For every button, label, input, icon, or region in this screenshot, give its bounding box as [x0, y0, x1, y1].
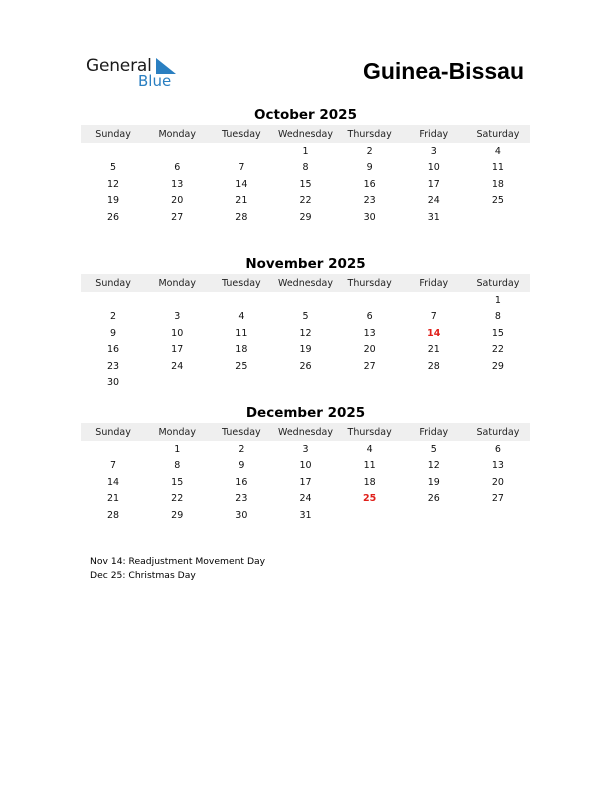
day-cell: 1: [174, 443, 181, 455]
day-cell: 10: [171, 327, 184, 339]
week-row: [81, 458, 530, 475]
day-cell: 29: [491, 360, 504, 372]
week-row: [81, 325, 530, 342]
day-cell: 26: [427, 493, 440, 505]
day-cell: 11: [235, 327, 248, 339]
weekday-header: Thursday: [347, 277, 392, 289]
weekday-header: Sunday: [95, 426, 131, 438]
day-cell: 30: [107, 377, 120, 389]
weekday-header: Friday: [419, 426, 449, 438]
weekday-header: Monday: [158, 128, 196, 140]
weekday-header: Monday: [158, 426, 196, 438]
weekday-header: Saturday: [476, 426, 520, 438]
holiday-day-cell: 14: [427, 327, 441, 339]
day-cell: 1: [494, 294, 501, 306]
day-cell: 15: [491, 327, 504, 339]
month-title: November 2025: [245, 256, 366, 272]
day-cell: 20: [363, 344, 376, 356]
day-cell: 10: [427, 162, 440, 174]
week-row: [81, 209, 530, 226]
day-cell: 31: [427, 211, 440, 223]
week-row: [81, 143, 530, 160]
day-cell: 20: [171, 195, 184, 207]
day-cell: 6: [174, 162, 181, 174]
day-cell: 18: [235, 344, 248, 356]
week-row: [81, 491, 530, 508]
week-row: [81, 176, 530, 193]
day-cell: 14: [235, 178, 248, 190]
day-cell: 6: [366, 311, 373, 323]
weekday-header: Wednesday: [277, 277, 333, 289]
week-row: [81, 309, 530, 326]
day-cell: 21: [235, 195, 248, 207]
day-cell: 9: [238, 460, 245, 472]
day-cell: 23: [363, 195, 376, 207]
weekday-header: Friday: [419, 277, 449, 289]
day-cell: 9: [110, 327, 117, 339]
day-cell: 27: [171, 211, 184, 223]
weekday-header: Tuesday: [222, 277, 261, 289]
week-row: [81, 375, 530, 392]
weekday-header: Saturday: [476, 277, 520, 289]
weekday-header: Sunday: [95, 277, 131, 289]
month-title: December 2025: [245, 405, 366, 421]
weekday-header: Friday: [419, 128, 449, 140]
day-cell: 19: [107, 195, 120, 207]
day-cell: 29: [299, 211, 312, 223]
day-cell: 15: [299, 178, 312, 190]
weekday-header: Thursday: [347, 426, 392, 438]
day-cell: 31: [299, 509, 312, 521]
logo: [86, 56, 186, 92]
day-cell: 9: [366, 162, 373, 174]
day-cell: 27: [491, 493, 504, 505]
day-cell: 4: [238, 311, 245, 323]
day-cell: 21: [107, 493, 120, 505]
day-cell: 2: [238, 443, 245, 455]
holiday-note: Dec 25: Christmas Day: [90, 570, 196, 581]
day-cell: 8: [174, 460, 181, 472]
day-cell: 7: [238, 162, 245, 174]
country-title: Guinea-Bissau: [362, 58, 524, 84]
month-calendar-december: [81, 404, 530, 524]
week-row: [81, 507, 530, 524]
day-cell: 18: [363, 476, 376, 488]
day-cell: 22: [299, 195, 312, 207]
day-cell: 8: [494, 311, 501, 323]
day-cell: 7: [430, 311, 437, 323]
day-cell: 30: [363, 211, 376, 223]
week-row: [81, 441, 530, 458]
week-row: [81, 193, 530, 210]
day-cell: 5: [430, 443, 437, 455]
week-row: [81, 160, 530, 177]
day-cell: 30: [235, 509, 248, 521]
day-cell: 21: [427, 344, 440, 356]
day-cell: 1: [302, 145, 309, 157]
day-cell: 3: [302, 443, 309, 455]
day-cell: 11: [363, 460, 376, 472]
week-row: [81, 342, 530, 359]
logo-blue-text: Blue: [138, 72, 172, 90]
day-cell: 15: [171, 476, 184, 488]
day-cell: 23: [235, 493, 248, 505]
day-cell: 28: [235, 211, 248, 223]
weekday-header: Sunday: [95, 128, 131, 140]
day-cell: 11: [491, 162, 504, 174]
day-cell: 10: [299, 460, 312, 472]
week-row: [81, 358, 530, 375]
day-cell: 26: [299, 360, 312, 372]
day-cell: 27: [363, 360, 376, 372]
day-cell: 7: [110, 460, 117, 472]
day-cell: 16: [363, 178, 376, 190]
day-cell: 29: [171, 509, 184, 521]
weekday-header-row: [81, 125, 530, 143]
day-cell: 24: [171, 360, 184, 372]
day-cell: 6: [494, 443, 501, 455]
weekday-header: Wednesday: [277, 128, 333, 140]
weekday-header-row: [81, 423, 530, 441]
day-cell: 13: [491, 460, 504, 472]
month-calendar-october: [81, 106, 530, 226]
day-cell: 17: [427, 178, 440, 190]
day-cell: 12: [299, 327, 312, 339]
day-cell: 25: [491, 195, 504, 207]
day-cell: 26: [107, 211, 120, 223]
week-row: [81, 474, 530, 491]
week-row: [81, 292, 530, 309]
day-cell: 12: [107, 178, 120, 190]
day-cell: 17: [299, 476, 312, 488]
day-cell: 22: [491, 344, 504, 356]
day-cell: 24: [299, 493, 312, 505]
day-cell: 4: [494, 145, 501, 157]
weekday-header-row: [81, 274, 530, 292]
day-cell: 2: [366, 145, 373, 157]
day-cell: 28: [107, 509, 120, 521]
weekday-header: Saturday: [476, 128, 520, 140]
day-cell: 5: [110, 162, 117, 174]
weekday-header: Thursday: [347, 128, 392, 140]
day-cell: 23: [107, 360, 120, 372]
day-cell: 20: [491, 476, 504, 488]
weekday-header: Tuesday: [222, 426, 261, 438]
day-cell: 19: [427, 476, 440, 488]
day-cell: 5: [302, 311, 309, 323]
day-cell: 25: [235, 360, 248, 372]
day-cell: 17: [171, 344, 184, 356]
day-cell: 3: [174, 311, 181, 323]
holiday-note: Nov 14: Readjustment Movement Day: [90, 556, 266, 567]
day-cell: 28: [427, 360, 440, 372]
weekday-header: Wednesday: [277, 426, 333, 438]
holiday-day-cell: 25: [363, 493, 377, 505]
day-cell: 13: [363, 327, 376, 339]
month-calendar-november: [81, 255, 530, 391]
month-title: October 2025: [254, 107, 357, 123]
holiday-notes: [90, 555, 265, 583]
day-cell: 19: [299, 344, 312, 356]
day-cell: 16: [107, 344, 120, 356]
day-cell: 18: [491, 178, 504, 190]
day-cell: 12: [427, 460, 440, 472]
day-cell: 13: [171, 178, 184, 190]
weekday-header: Monday: [158, 277, 196, 289]
day-cell: 3: [430, 145, 437, 157]
day-cell: 4: [366, 443, 373, 455]
weekday-header: Tuesday: [222, 128, 261, 140]
logo-general-text: General: [86, 56, 152, 76]
day-cell: 22: [171, 493, 184, 505]
day-cell: 24: [427, 195, 440, 207]
day-cell: 8: [302, 162, 309, 174]
day-cell: 14: [107, 476, 120, 488]
day-cell: 16: [235, 476, 248, 488]
day-cell: 2: [110, 311, 117, 323]
